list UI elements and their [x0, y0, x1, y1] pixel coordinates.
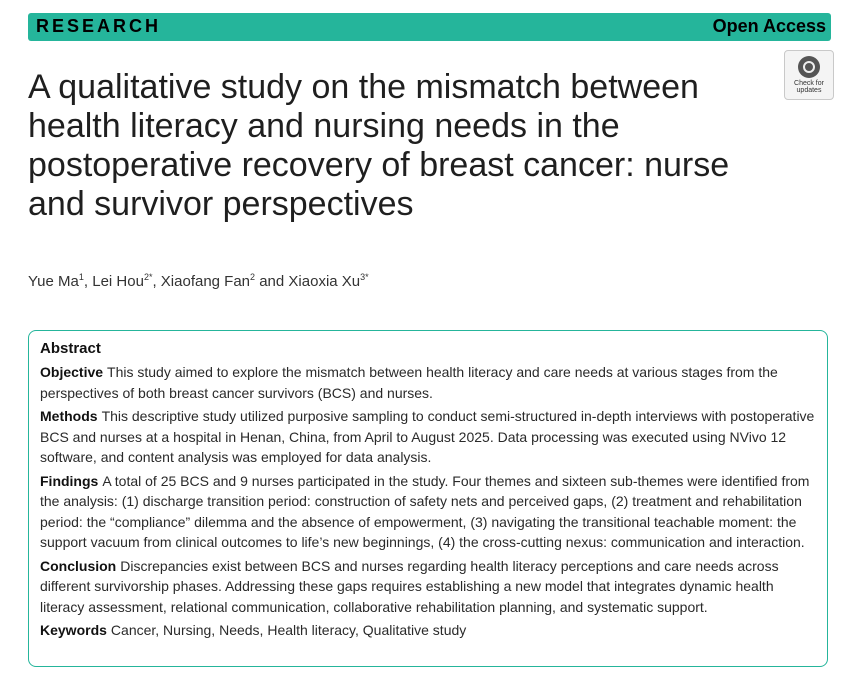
author-name[interactable]: Lei Hou	[92, 273, 144, 290]
author-separator: and	[255, 273, 289, 290]
section-text: Cancer, Nursing, Needs, Health literacy, Qualitative study	[110, 622, 467, 638]
author-separator: ,	[152, 273, 161, 290]
author-affiliation[interactable]: 2	[250, 272, 256, 282]
abstract-keywords	[40, 620, 817, 641]
section-label: Conclusion	[40, 557, 117, 574]
open-access-label[interactable]: Open Access	[712, 16, 826, 36]
abstract-methods	[40, 406, 817, 468]
author-name[interactable]: Xiaofang Fan	[160, 273, 251, 290]
section-text: This study aimed to explore the mismatch between health literacy and care needs at various stages from the perspectives of both breast cancer survivors (BCS) and nurses.	[40, 364, 778, 401]
abstract-box	[28, 330, 828, 667]
abstract-heading: Abstract	[40, 340, 101, 357]
abstract-conclusion	[40, 556, 817, 618]
author-name[interactable]: Xiaoxia Xu	[288, 273, 361, 290]
article-type-banner	[28, 13, 831, 41]
author-list	[28, 272, 369, 290]
abstract-findings	[40, 471, 817, 553]
article-title: A qualitative study on the mismatch between health literacy and nursing needs in the postoperative recovery of breast cancer: nurse and survivor perspectives	[28, 68, 730, 223]
abstract-objective	[40, 362, 817, 403]
crossmark-icon	[798, 56, 820, 78]
check-for-updates-text: Check for updates	[794, 80, 824, 94]
section-label: Methods	[40, 408, 98, 424]
section-label: RESEARCH	[36, 16, 162, 36]
section-text: This descriptive study utilized purposive sampling to conduct semi-structured in-depth interviews with postoperative BCS and nurses at a hospital in Henan, China, from April to August 2025. Data processing was executed using NVivo 12 software, and content analysis was employed for data analysis.	[40, 408, 815, 465]
author-affiliation[interactable]: 2*	[143, 272, 153, 282]
section-text: Discrepancies exist between BCS and nurses regarding health literacy perceptions and care needs across different survivorship phases. Addressing these gaps requires establishing a new model that integrates dynamic health literacy assessment, relational communication, collaborative rehabilitation planning, and systematic support.	[40, 557, 779, 615]
section-label: Objective	[40, 364, 104, 380]
author-affiliation[interactable]: 3*	[360, 272, 369, 282]
author-separator: ,	[83, 273, 93, 290]
section-label: Keywords	[40, 622, 107, 638]
section-text: A total of 25 BCS and 9 nurses participated in the study. Four themes and sixteen sub-themes were identified from the analysis: (1) discharge transition period: construction of safety nets and perceived gaps, (2) treatment and rehabilitation period: the “compliance” dilemma and the absence of empowerment, (3) navigating the transitional teachable moment: the support vacuum from clinical outcomes to life’s new beginnings, (4) the cross-cutting nexus: communication and interaction.	[40, 472, 810, 550]
author-name[interactable]: Yue Ma	[28, 273, 79, 290]
section-label: Findings	[40, 472, 99, 489]
check-for-updates-button[interactable]	[784, 50, 834, 100]
author-affiliation[interactable]: 1	[78, 272, 84, 282]
